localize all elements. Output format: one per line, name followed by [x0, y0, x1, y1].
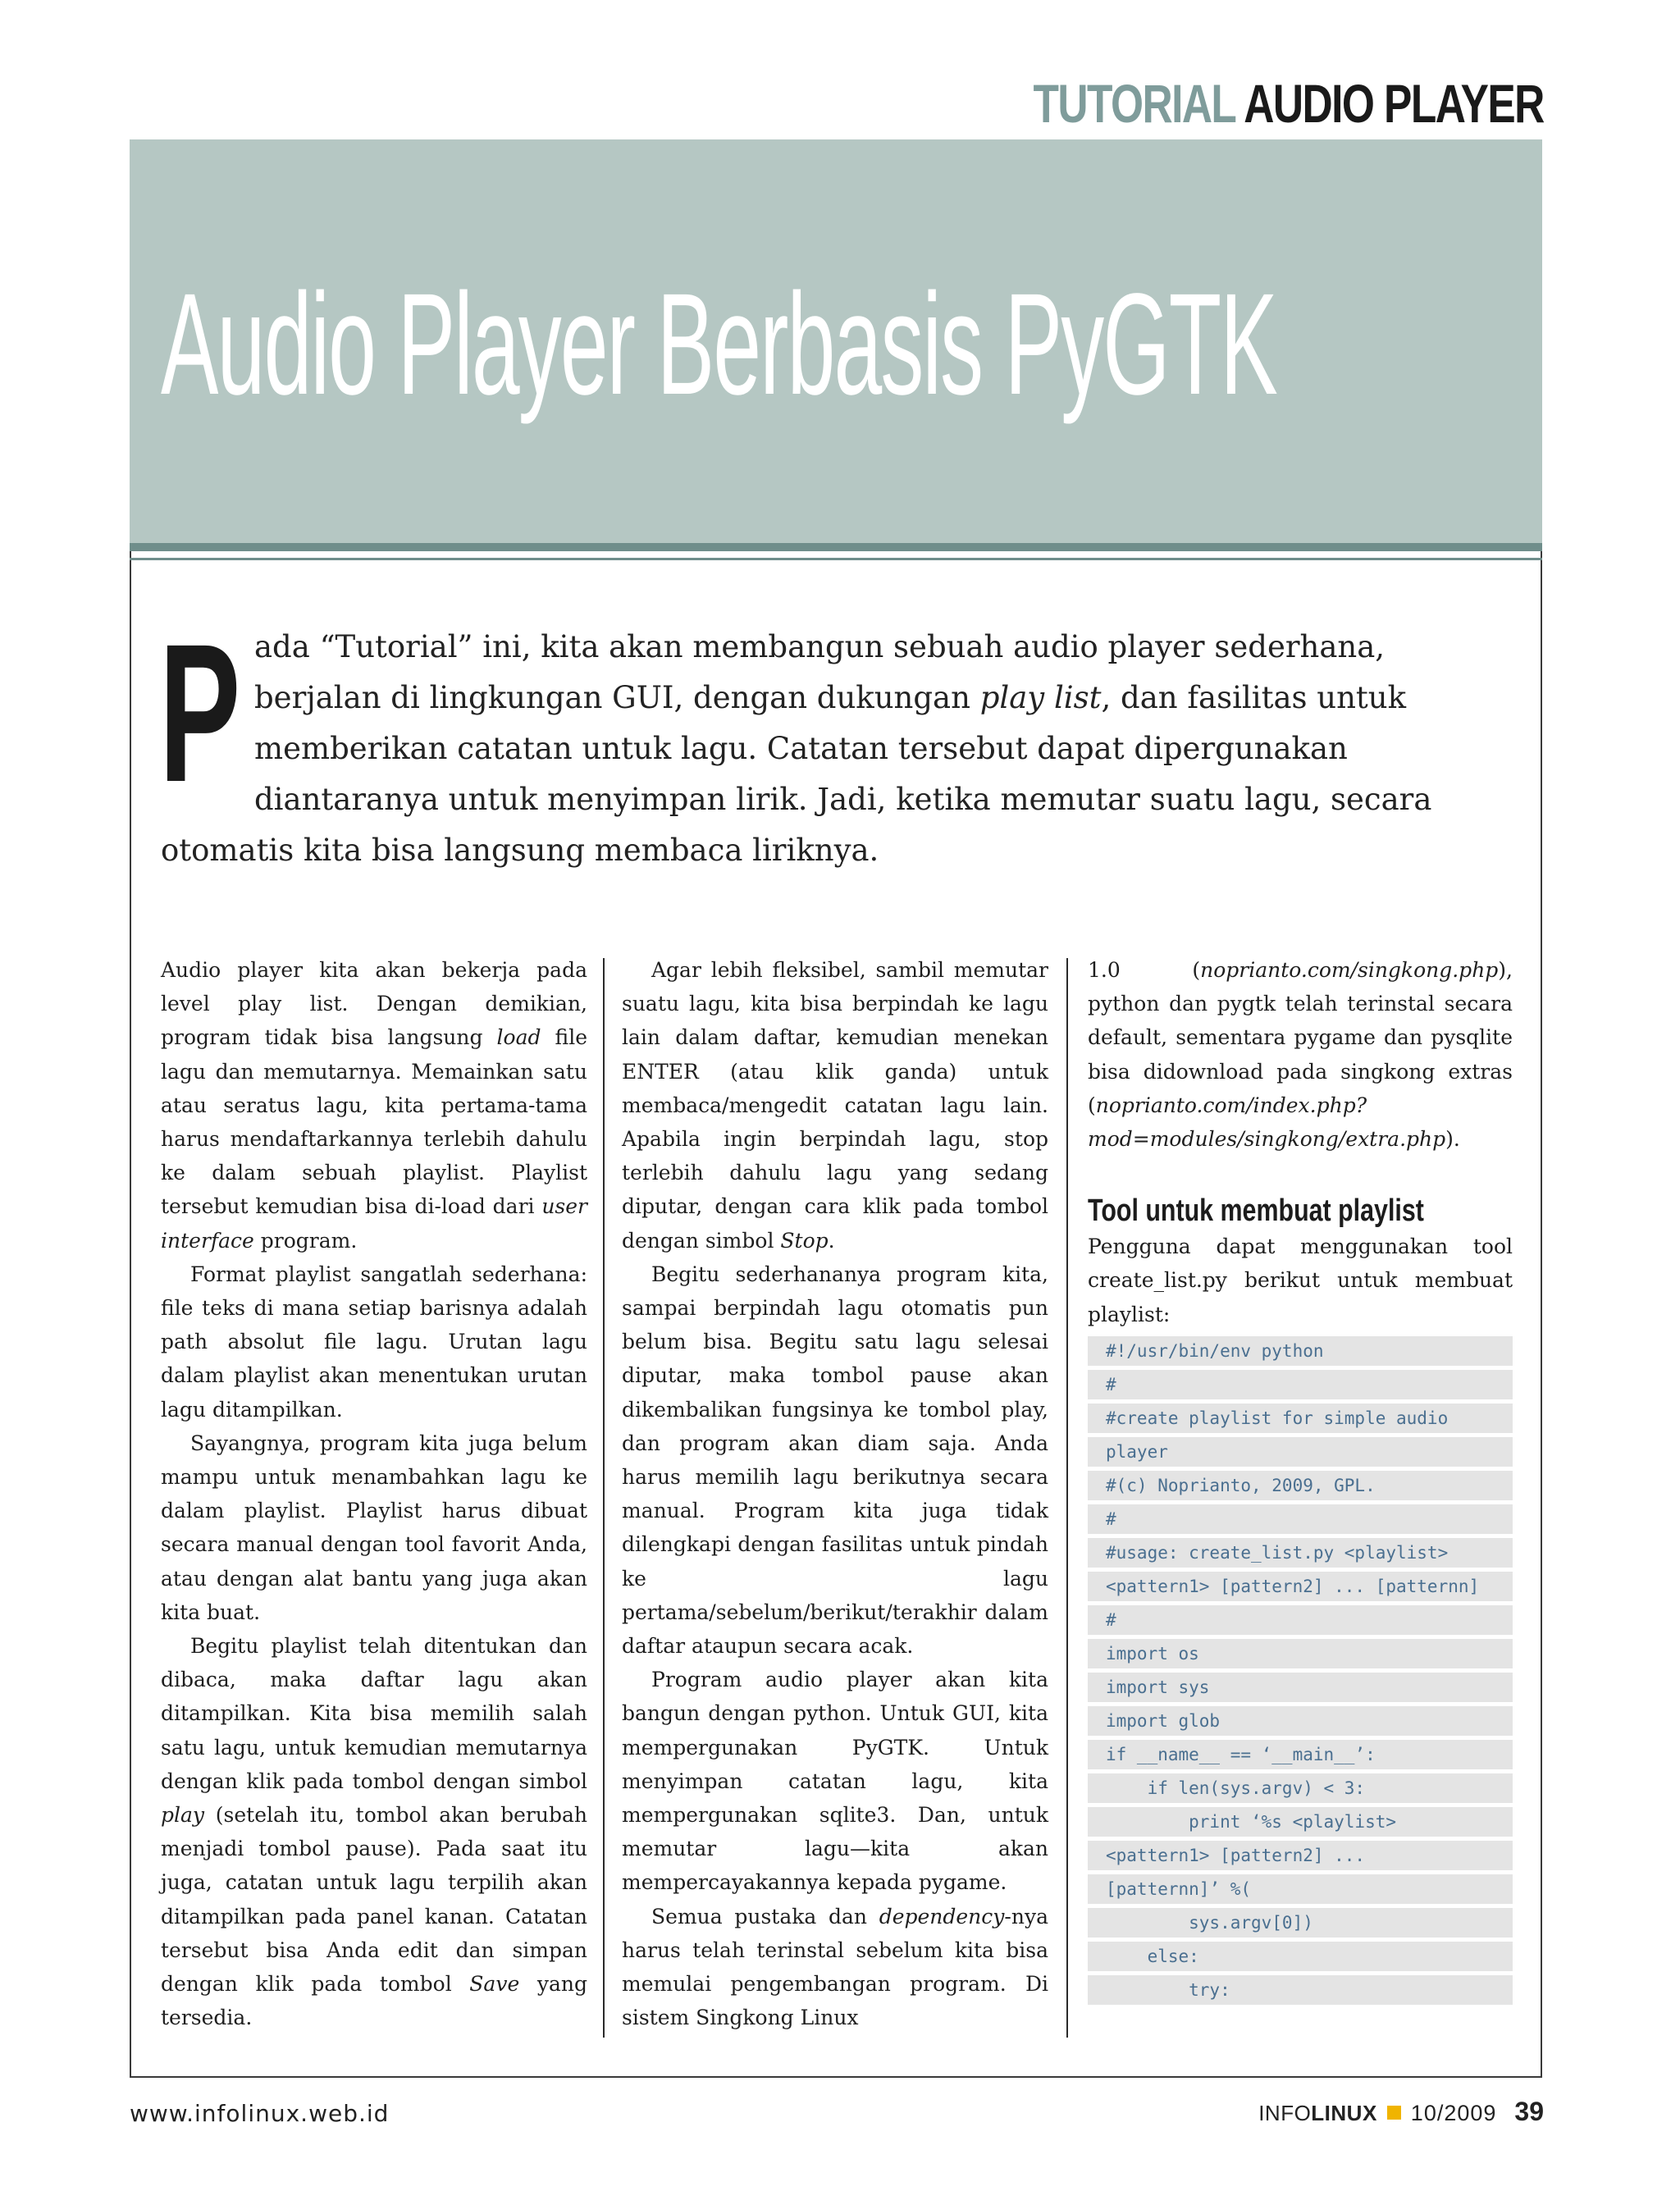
subheading: Tool untuk membuat playlist	[1088, 1194, 1424, 1229]
url-text: noprianto.com/singkong.php	[1200, 958, 1499, 982]
body-paragraph: Program audio player akan kita bangun dengan python. Untuk GUI, kita mempergunakan PyGTK. Untuk menyimpan catatan lagu, kita mempergunakan sqlite3. Dan, untuk memutar lagu—kita akan mempercayakannya kepada pygame.	[622, 1668, 1048, 1895]
code-line: if len(sys.argv) < 3:	[1088, 1773, 1513, 1803]
italic-run: Stop	[780, 1228, 829, 1253]
section-label	[1034, 71, 1544, 136]
text-run: -nya harus telah terinstal sebelum kita bisa memulai pengembangan program. Di sistem Singkong Linux	[622, 1904, 1048, 2030]
code-line: #	[1088, 1605, 1513, 1635]
code-line: <pattern1> [pattern2] ...	[1088, 1841, 1513, 1870]
text-run: Audio player kita akan bekerja pada level play list. Dengan demikian, program tidak bisa langsung	[161, 958, 587, 1050]
code-listing	[1088, 1336, 1513, 2005]
section-topic: AUDIO PLAYER	[1244, 73, 1544, 134]
lead-paragraph	[159, 603, 1514, 876]
text-run: Semua pustaka dan	[651, 1904, 879, 1928]
brand-bold: LINUX	[1311, 2101, 1377, 2125]
title-banner	[130, 139, 1542, 543]
lead-text-part: , dan fasilitas untuk memberikan catatan untuk lagu. Catatan tersebut dapat dipergunakan diantaranya untuk menyimpan lirik. Jadi, ketika memutar suatu lagu, secara otomatis kita bisa langsung membaca liriknya.	[161, 680, 1432, 868]
text-run: program.	[253, 1228, 358, 1253]
magazine-brand	[1258, 2101, 1377, 2125]
body-column-1	[161, 953, 587, 2035]
body-column-2	[622, 953, 1048, 2035]
code-line: <pattern1> [pattern2] ... [patternn]	[1088, 1572, 1513, 1601]
code-line: print ‘%s <playlist>	[1088, 1807, 1513, 1837]
code-line: if __name__ == ‘__main__’:	[1088, 1740, 1513, 1769]
italic-run: user interface	[161, 1194, 587, 1253]
text-run: Begitu playlist telah ditentukan dan dibaca, maka daftar lagu akan ditampilkan. Kita bisa memilih salah satu lagu, untuk kemudian memutarnya dengan klik pada tombol dengan simbol	[161, 1634, 587, 1793]
square-bullet-icon	[1387, 2106, 1401, 2120]
body-paragraph: Sayangnya, program kita juga belum mampu untuk menambahkan lagu ke dalam playlist. Playlist harus dibuat secara manual dengan tool favorit Anda, atau dengan alat bantu yang juga akan kita buat.	[161, 1431, 587, 1624]
page-number: 39	[1514, 2097, 1544, 2126]
banner-rule-thin	[130, 558, 1542, 560]
body-paragraph: Begitu sederhananya program kita, sampai berpindah lagu otomatis pun belum bisa. Begitu satu lagu selesai diputar, maka tombol pause akan dikembalikan fungsinya ke tombol play, dan program akan diam saja. Anda harus memilih lagu berikutnya secara manual. Program kita juga tidak dilengkapi dengan fasilitas untuk pindah ke lagu pertama/sebelum/berikut/terakhir dalam daftar ataupun secara acak.	[622, 1262, 1048, 1659]
column-divider	[1066, 958, 1068, 2038]
body-paragraph	[161, 1629, 587, 2034]
italic-run: dependency	[879, 1904, 1005, 1928]
code-line: #	[1088, 1504, 1513, 1534]
text-run: file lagu dan memutarnya. Memainkan satu atau seratus lagu, kita pertama-tama harus mendaftarkannya terlebih dahulu ke dalam sebuah playlist. Playlist tersebut kemudian bisa di-load dari	[161, 1025, 587, 1219]
text-run: yang tersedia.	[161, 1972, 587, 2030]
code-line: try:	[1088, 1975, 1513, 2005]
footer-url: www.infolinux.web.id	[130, 2100, 390, 2127]
code-line: import glob	[1088, 1706, 1513, 1736]
lead-text-part: ada “Tutorial” ini, kita akan membangun sebuah audio player sederhana, berjalan di lingkungan GUI, dengan dukungan	[254, 629, 1386, 715]
body-column-3	[1088, 953, 1513, 2009]
banner-rule-thick	[130, 543, 1542, 551]
text-run: Agar lebih fleksibel, sambil memutar suatu lagu, kita bisa berpindah ke lagu lain dalam daftar, kemudian menekan ENTER (atau klik ganda) untuk membaca/mengedit catatan lagu lain. Apabila ingin berpindah lagu, stop terlebih dahulu lagu yang sedang diputar, dengan cara klik pada tombol dengan simbol	[622, 958, 1048, 1253]
footer-info	[1258, 2097, 1544, 2127]
article-title: Audio Player Berbasis PyGTK	[161, 264, 1276, 425]
text-run: (setelah itu, tombol akan berubah menjadi tombol pause). Pada saat itu juga, catatan untuk lagu terpilih akan ditampilkan pada panel kanan. Catatan tersebut bisa Anda edit dan simpan dengan klik pada tombol	[161, 1803, 587, 1997]
body-paragraph	[1088, 953, 1513, 1156]
body-paragraph	[161, 953, 587, 1257]
code-line: [patternn]’ %(	[1088, 1874, 1513, 1904]
text-run: ), python dan pygtk telah terinstal secara default, sementara pygame dan pysqlite bisa didownload pada singkong extras (	[1088, 958, 1513, 1117]
issue-date: 10/2009	[1410, 2101, 1497, 2125]
text-run: 1.0 (	[1088, 958, 1201, 982]
lead-text-italic: play list	[979, 680, 1102, 715]
text-run: ).	[1445, 1127, 1460, 1152]
section-category: TUTORIAL	[1033, 73, 1235, 134]
italic-run: play	[161, 1803, 205, 1828]
code-line: player	[1088, 1437, 1513, 1467]
body-paragraph: Format playlist sangatlah sederhana: file teks di mana setiap barisnya adalah path absolut file lagu. Urutan lagu dalam playlist akan menentukan urutan lagu ditampilkan.	[161, 1262, 587, 1422]
body-paragraph: Pengguna dapat menggunakan tool create_list.py berikut untuk membuat playlist:	[1088, 1235, 1513, 1326]
url-text: noprianto.com/index.php?mod=modules/singkong/extra.php	[1088, 1093, 1446, 1152]
code-line: #(c) Noprianto, 2009, GPL.	[1088, 1471, 1513, 1500]
text-run: .	[828, 1228, 835, 1253]
code-line: #usage: create_list.py <playlist>	[1088, 1538, 1513, 1568]
brand-light: INFO	[1258, 2101, 1312, 2125]
italic-run: load	[496, 1025, 541, 1050]
column-divider	[603, 958, 605, 2038]
code-line: sys.argv[0])	[1088, 1908, 1513, 1938]
italic-run: Save	[469, 1972, 520, 1997]
code-line: import sys	[1088, 1673, 1513, 1702]
code-line: #!/usr/bin/env python	[1088, 1336, 1513, 1366]
body-paragraph	[622, 953, 1048, 1257]
body-paragraph	[622, 1900, 1048, 2035]
code-line: import os	[1088, 1639, 1513, 1668]
code-line: else:	[1088, 1942, 1513, 1971]
code-line: #	[1088, 1370, 1513, 1399]
code-line: #create playlist for simple audio	[1088, 1404, 1513, 1433]
lead-text	[159, 603, 1432, 868]
drop-cap: P	[159, 603, 241, 823]
